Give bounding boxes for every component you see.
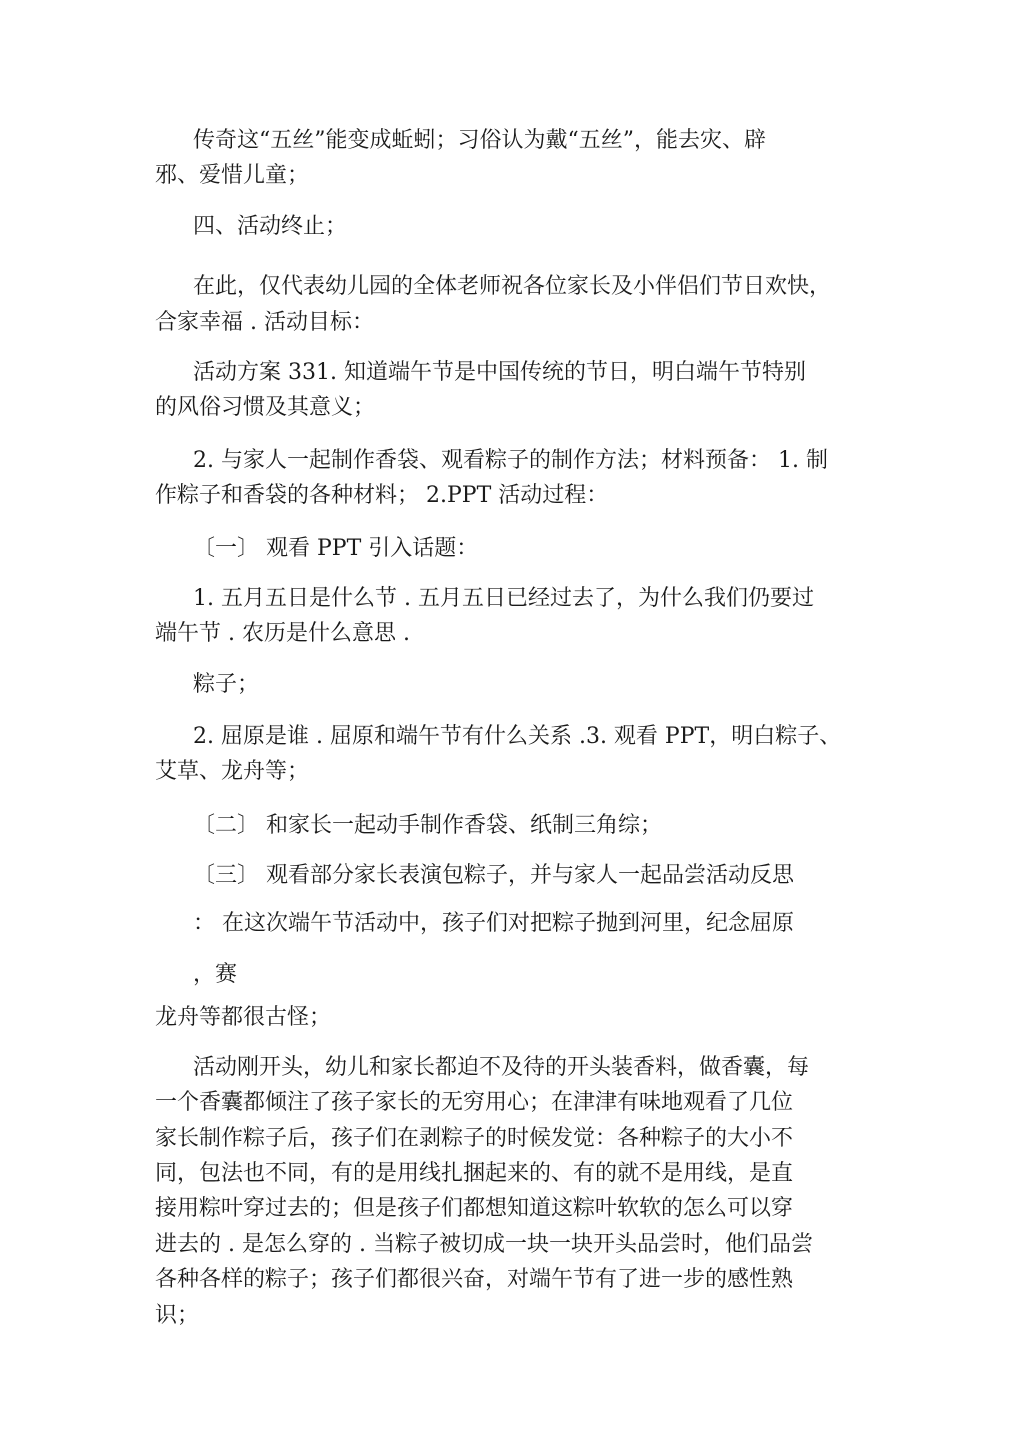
text-line: 作粽子和香袋的各种材料； 2.PPT 活动过程： <box>155 483 609 508</box>
text-line: 在此，仅代表幼儿园的全体老师祝各位家长及小伴侣们节日欢快， <box>193 274 832 299</box>
text-line: 传奇这“五丝”能变成蚯蚓；习俗认为戴“五丝”，能去灾、辟 <box>193 128 766 153</box>
text-line: 活动刚开头，幼儿和家长都迫不及待的开头装香料，做香囊，每 <box>193 1055 810 1080</box>
text-line: 艾草、龙舟等； <box>155 759 310 784</box>
text-line: 端午节 . 农历是什么意思 . <box>155 621 410 646</box>
text-line: 家长制作粽子后，孩子们在剥粽子的时候发觉：各种粽子的大小不 <box>155 1126 794 1151</box>
text-line: 各种各样的粽子；孩子们都很兴奋，对端午节有了进一步的感性熟 <box>155 1267 794 1292</box>
text-line: 合家幸福 . 活动目标： <box>155 310 374 335</box>
text-line: 一个香囊都倾注了孩子家长的无穷用心；在津津有味地观看了几位 <box>155 1090 794 1115</box>
text-line: 2. 与家人一起制作香袋、观看粽子的制作方法；材料预备： 1. 制 <box>193 448 828 473</box>
text-line: 接用粽叶穿过去的；但是孩子们都想知道这粽叶软软的怎么可以穿 <box>155 1196 794 1221</box>
text-line: 四、活动终止； <box>193 214 348 239</box>
text-line: 活动方案 331. 知道端午节是中国传统的节日，明白端午节特别 <box>193 360 806 385</box>
text-line: 识； <box>155 1303 200 1328</box>
text-line: 2. 屈原是谁 . 屈原和端午节有什么关系 .3. 观看 PPT，明白粽子、 <box>193 724 842 749</box>
text-line: 进去的 . 是怎么穿的 . 当粽子被切成一块一块开头品尝时，他们品尝 <box>155 1232 813 1257</box>
text-line: 1. 五月五日是什么节 . 五月五日已经过去了，为什么我们仍要过 <box>193 586 814 611</box>
text-line: 〔二〕 和家长一起动手制作香袋、纸制三角综； <box>193 813 662 838</box>
text-line: ： 在这次端午节活动中，孩子们对把粽子抛到河里，纪念屈原 <box>193 911 794 936</box>
text-line: 龙舟等都很古怪； <box>155 1005 332 1030</box>
text-line: 同，包法也不同，有的是用线扎捆起来的、有的就不是用线，是直 <box>155 1161 794 1186</box>
text-line: 的风俗习惯及其意义； <box>155 395 376 420</box>
text-line: 邪、爱惜儿童； <box>155 163 310 188</box>
text-line: 〔三〕 观看部分家长表演包粽子，并与家人一起品尝活动反思 <box>193 863 794 888</box>
text-line: 粽子； <box>193 672 260 697</box>
text-line: ，赛 <box>193 962 238 987</box>
text-line: 〔一〕 观看 PPT 引入话题： <box>193 536 479 561</box>
